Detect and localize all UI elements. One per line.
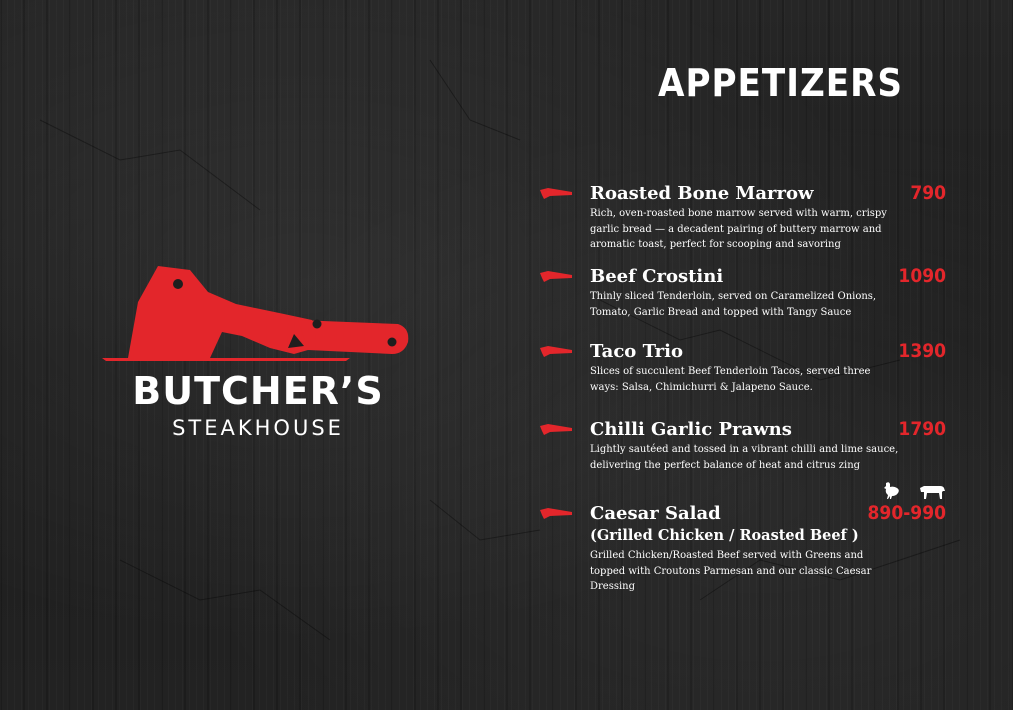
- item-price: 1390: [898, 340, 946, 362]
- item-price: 890-990: [867, 502, 946, 524]
- menu-item: [538, 504, 958, 592]
- item-price: 790: [910, 182, 946, 204]
- item-subtitle: (Grilled Chicken / Roasted Beef ): [590, 527, 859, 544]
- chicken-icon: [882, 480, 902, 500]
- item-name: Roasted Bone Marrow: [590, 183, 814, 204]
- item-name: Taco Trio: [590, 341, 683, 362]
- knife-bullet-icon: [538, 506, 574, 520]
- item-price: 1090: [898, 265, 946, 287]
- section-title: APPETIZERS: [658, 61, 904, 105]
- item-name: Beef Crostini: [590, 266, 724, 287]
- menu-item: [538, 342, 958, 394]
- knife-bullet-icon: [538, 344, 574, 358]
- knife-bullet-icon: [538, 269, 574, 283]
- item-description: Slices of succulent Beef Tenderloin Tacos, served three ways: Salsa, Chimichurri & Jalapeno Sauce.: [590, 366, 871, 393]
- item-description: Rich, oven-roasted bone marrow served with warm, crispy garlic bread — a decadent pairing of buttery marrow and aromatic toast, perfect for scooping and savoring: [590, 208, 887, 250]
- menu-item: [538, 420, 958, 484]
- cleaver-icon: [98, 262, 418, 367]
- item-name: Chilli Garlic Prawns: [590, 419, 792, 440]
- knife-bullet-icon: [538, 422, 574, 436]
- item-description: Lightly sautéed and tossed in a vibrant chilli and lime sauce, delivering the perfect balance of heat and citrus zing: [590, 444, 899, 471]
- brand-name: BUTCHER’S: [132, 369, 384, 413]
- brand-logo: [88, 262, 428, 452]
- menu-item: [538, 267, 958, 319]
- item-description: Grilled Chicken/Roasted Beef served with Greens and topped with Croutons Parmesan and our classic Caesar Dressing: [590, 550, 872, 592]
- brand-tagline: STEAKHOUSE: [172, 416, 344, 440]
- item-name: Caesar Salad: [590, 503, 721, 524]
- item-price: 1790: [898, 418, 946, 440]
- item-description: Thinly sliced Tenderloin, served on Caramelized Onions, Tomato, Garlic Bread and topped with Tangy Sauce: [590, 291, 877, 318]
- cow-icon: [918, 482, 946, 500]
- menu-item: [538, 184, 958, 248]
- knife-bullet-icon: [538, 186, 574, 200]
